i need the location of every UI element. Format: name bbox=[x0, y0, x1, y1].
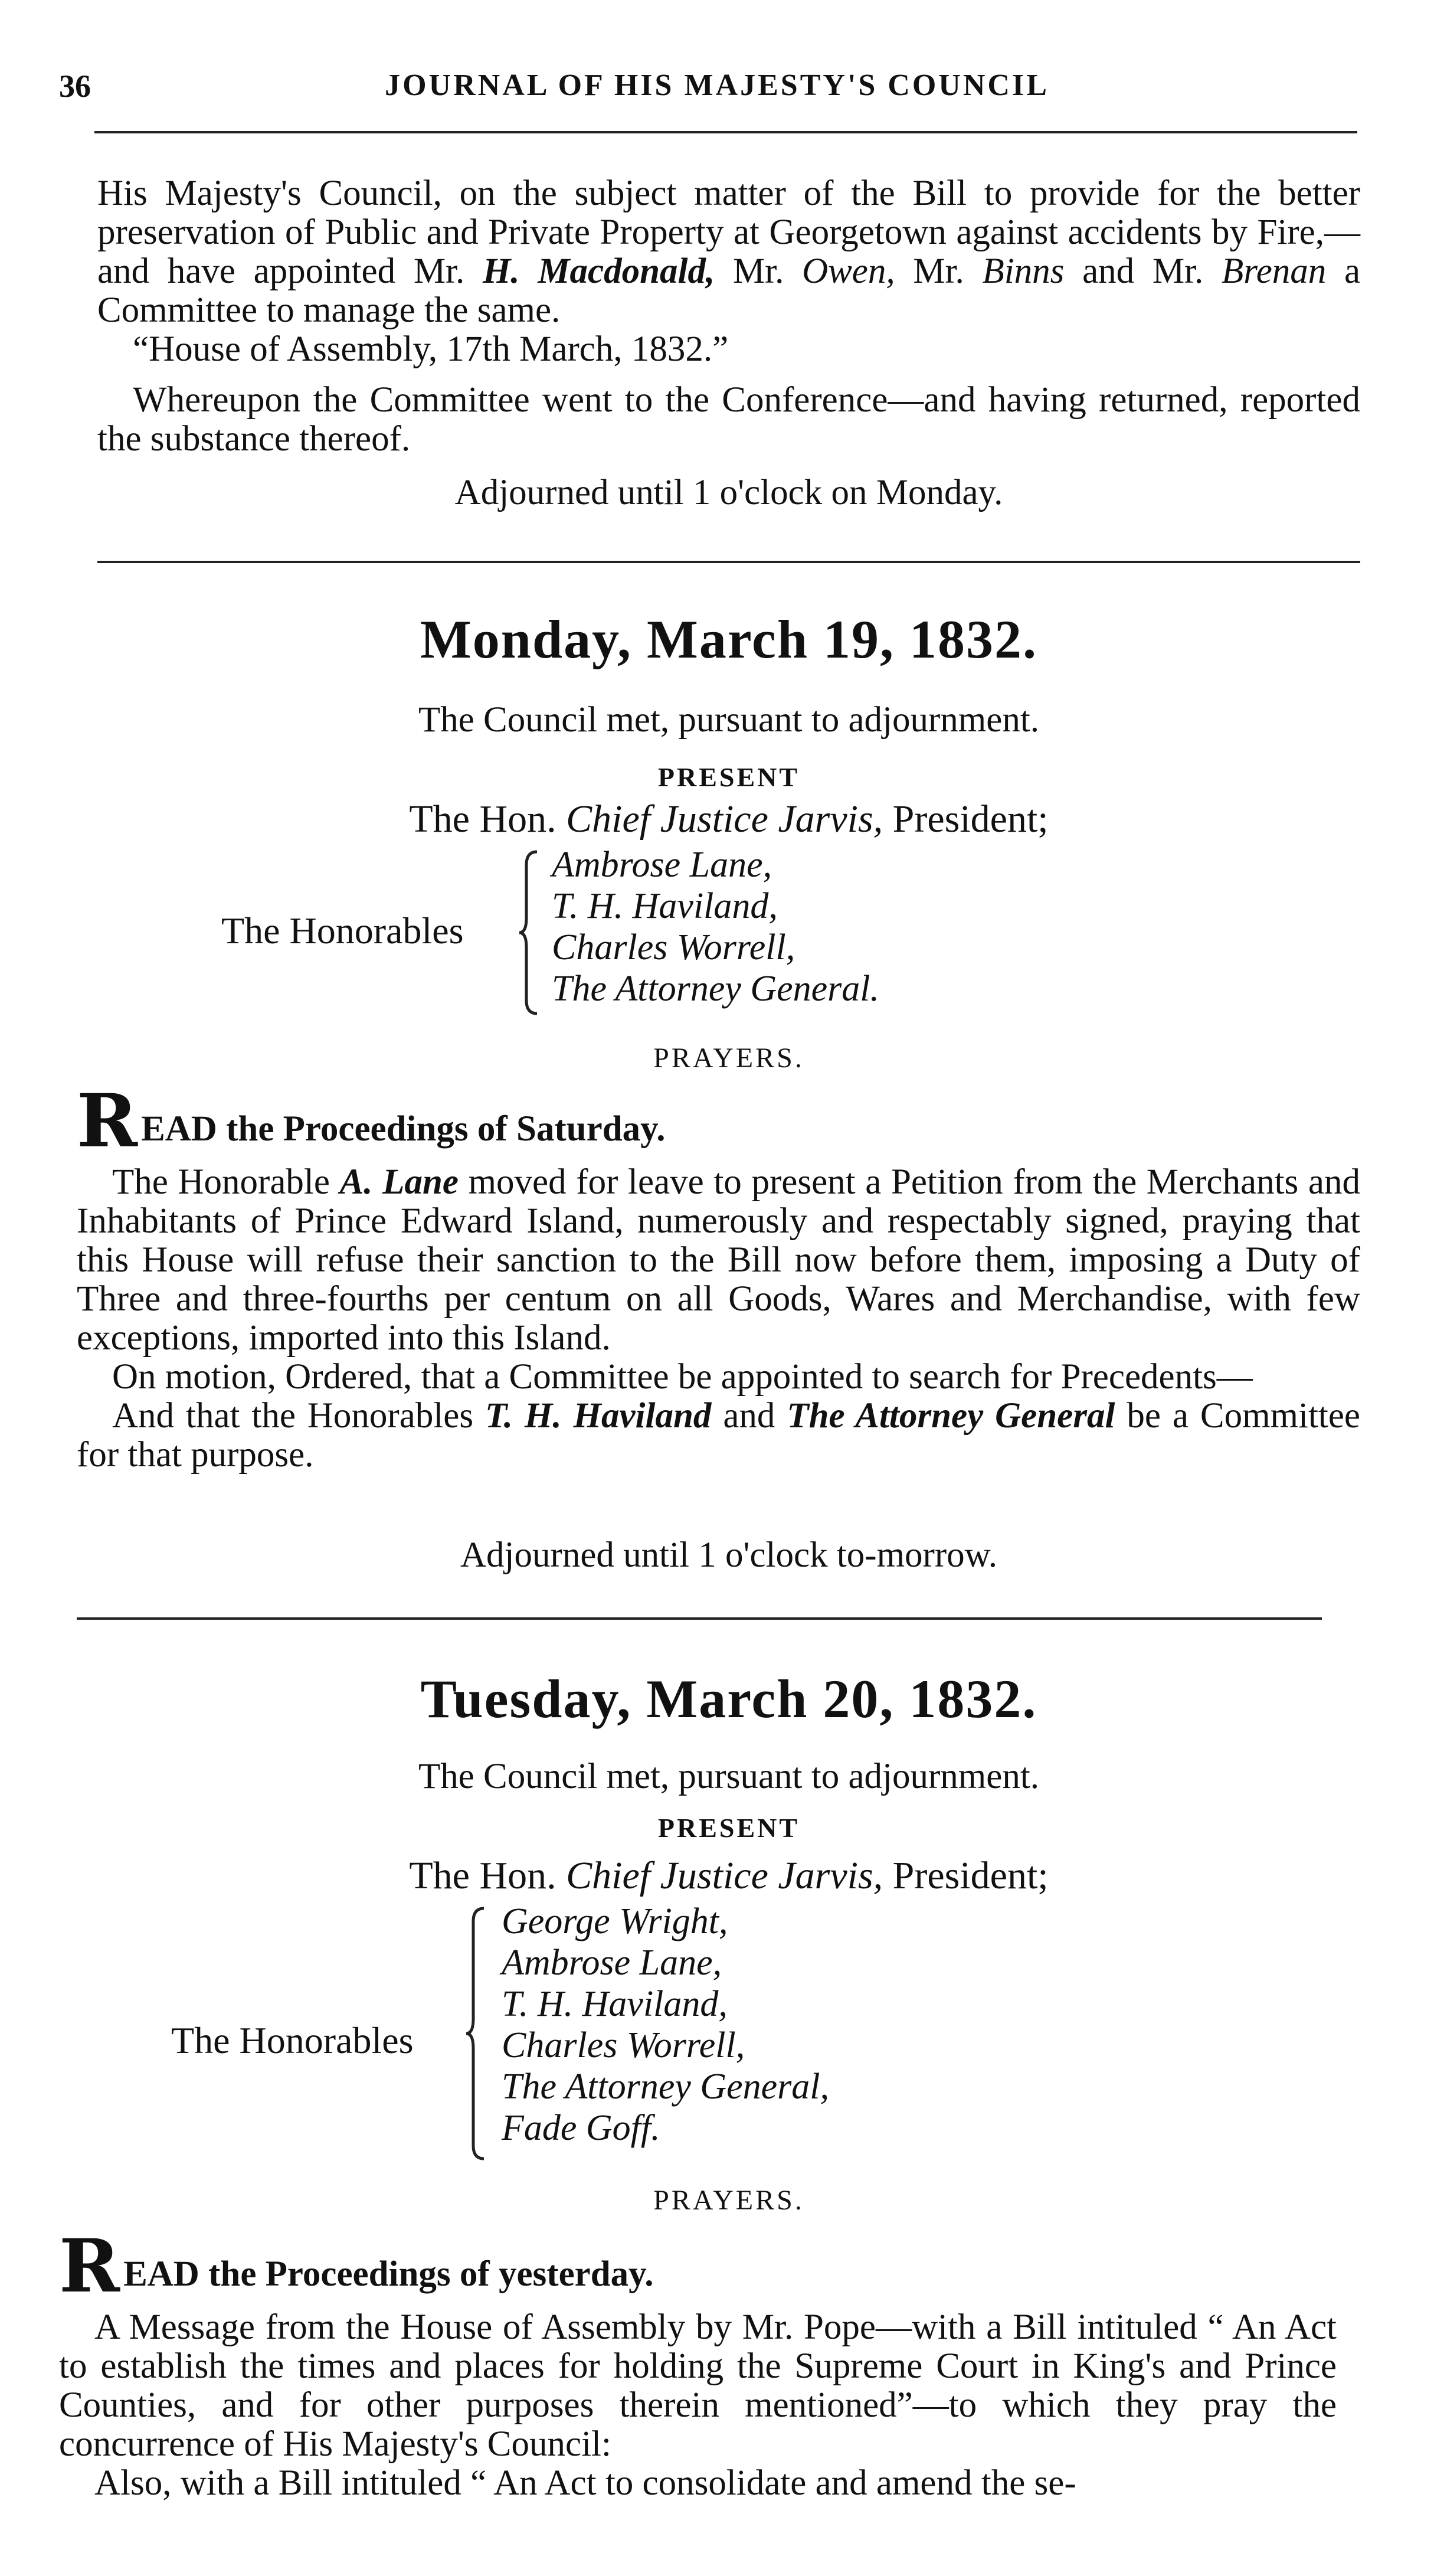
monday-brace bbox=[519, 847, 543, 1018]
monday-body bbox=[77, 1078, 1360, 1475]
committee-paragraph: And that the Honorables T. H. Haviland and The Attorney General be a Committee for that purpose. bbox=[77, 1396, 1360, 1475]
page-number: 36 bbox=[59, 68, 91, 104]
opening-paragraph: His Majesty's Council, on the subject matter of the Bill to provide for the better preservation of Public and Private Property at Georgetown against accidents by Fire,—and have appointed Mr. H. Macdonald, Mr. Owen, Mr. Binns and Mr. Brenan a Committee to manage the same. “House of Assembly, 17th March, 1832.” Whereupon the Committee went to the Conference—and having returned, reported the substance thereof. bbox=[97, 174, 1361, 459]
member-name: T. H. Haviland, bbox=[552, 886, 778, 926]
also-paragraph: Also, with a Bill intituled “ An Act to consolidate and amend the se- bbox=[94, 2463, 1076, 2503]
tuesday-body bbox=[59, 2224, 1337, 2503]
monday-honorables-label: The Honorables bbox=[221, 910, 464, 952]
monday-present: PRESENT bbox=[657, 762, 800, 792]
member-name: Ambrose Lane, bbox=[502, 1943, 722, 1983]
tuesday-met: The Council met, pursuant to adjournment. bbox=[418, 1757, 1040, 1796]
member-name: Fade Goff. bbox=[502, 2108, 660, 2148]
tuesday-date-heading: Tuesday, March 20, 1832. bbox=[420, 1669, 1037, 1729]
read-proceedings: EAD the Proceedings of yesterday. bbox=[123, 2254, 654, 2294]
member-name: The Attorney General. bbox=[552, 969, 880, 1009]
member-name: Charles Worrell, bbox=[552, 927, 795, 967]
running-head: JOURNAL OF HIS MAJESTY'S COUNCIL bbox=[385, 68, 1049, 102]
monday-date-heading: Monday, March 19, 1832. bbox=[420, 609, 1038, 669]
tuesday-brace bbox=[466, 1904, 490, 2163]
tuesday-present: PRESENT bbox=[657, 1813, 800, 1843]
read-proceedings: EAD the Proceedings of Saturday. bbox=[141, 1109, 666, 1149]
message-paragraph: A Message from the House of Assembly by Mr. Pope—with a Bill intituled “ An Act to establish the times and places for holding the Supreme Court in King's and Prince Counties, and for other purposes therein mentioned”—to which they pray the concurrence of His Majesty's Council: bbox=[59, 2307, 1337, 2464]
monday-met: The Council met, pursuant to adjournment. bbox=[418, 700, 1040, 740]
tuesday-prayers: PRAYERS. bbox=[653, 2185, 804, 2216]
section-rule-1 bbox=[97, 561, 1360, 563]
tuesday-member-list bbox=[502, 1901, 829, 2149]
drop-cap: R bbox=[59, 2224, 120, 2309]
tuesday-honorables-label: The Honorables bbox=[171, 2019, 414, 2061]
tuesday-president-line: The Hon. Chief Justice Jarvis, President; bbox=[409, 1854, 1049, 1897]
header-rule bbox=[94, 131, 1357, 133]
petition-paragraph: The Honorable A. Lane moved for leave to present a Petition from the Merchants and Inhabitants of Prince Edward Island, numerously and respectably signed, praying that this House will refuse their sanction to the Bill now before them, imposing a Duty of Three and three-fourths per centum on all Goods, Wares and Merchandise, with few exceptions, imported into this Island. bbox=[77, 1162, 1360, 1358]
member-name: The Attorney General, bbox=[502, 2067, 830, 2107]
adjourn-monday: Adjourned until 1 o'clock on Monday. bbox=[454, 473, 1003, 512]
member-name: Charles Worrell, bbox=[502, 2025, 745, 2065]
monday-president-line: The Hon. Chief Justice Jarvis, President; bbox=[409, 797, 1049, 841]
quote-line: “House of Assembly, 17th March, 1832.” bbox=[133, 329, 729, 369]
member-name: Ambrose Lane, bbox=[552, 845, 772, 885]
section-rule-2 bbox=[77, 1617, 1322, 1620]
motion-paragraph: On motion, Ordered, that a Committee be appointed to search for Precedents— bbox=[112, 1357, 1253, 1397]
monday-member-list bbox=[552, 844, 879, 1009]
member-name: T. H. Haviland, bbox=[502, 1984, 728, 2024]
member-name: George Wright, bbox=[502, 1901, 728, 1941]
page-header bbox=[59, 68, 1375, 115]
monday-prayers: PRAYERS. bbox=[653, 1042, 804, 1074]
whereupon-paragraph: Whereupon the Committee went to the Conference—and having returned, reported the substance thereof. bbox=[97, 380, 1360, 459]
adjourn-tomorrow: Adjourned until 1 o'clock to-morrow. bbox=[460, 1535, 997, 1575]
drop-cap: R bbox=[77, 1078, 138, 1164]
